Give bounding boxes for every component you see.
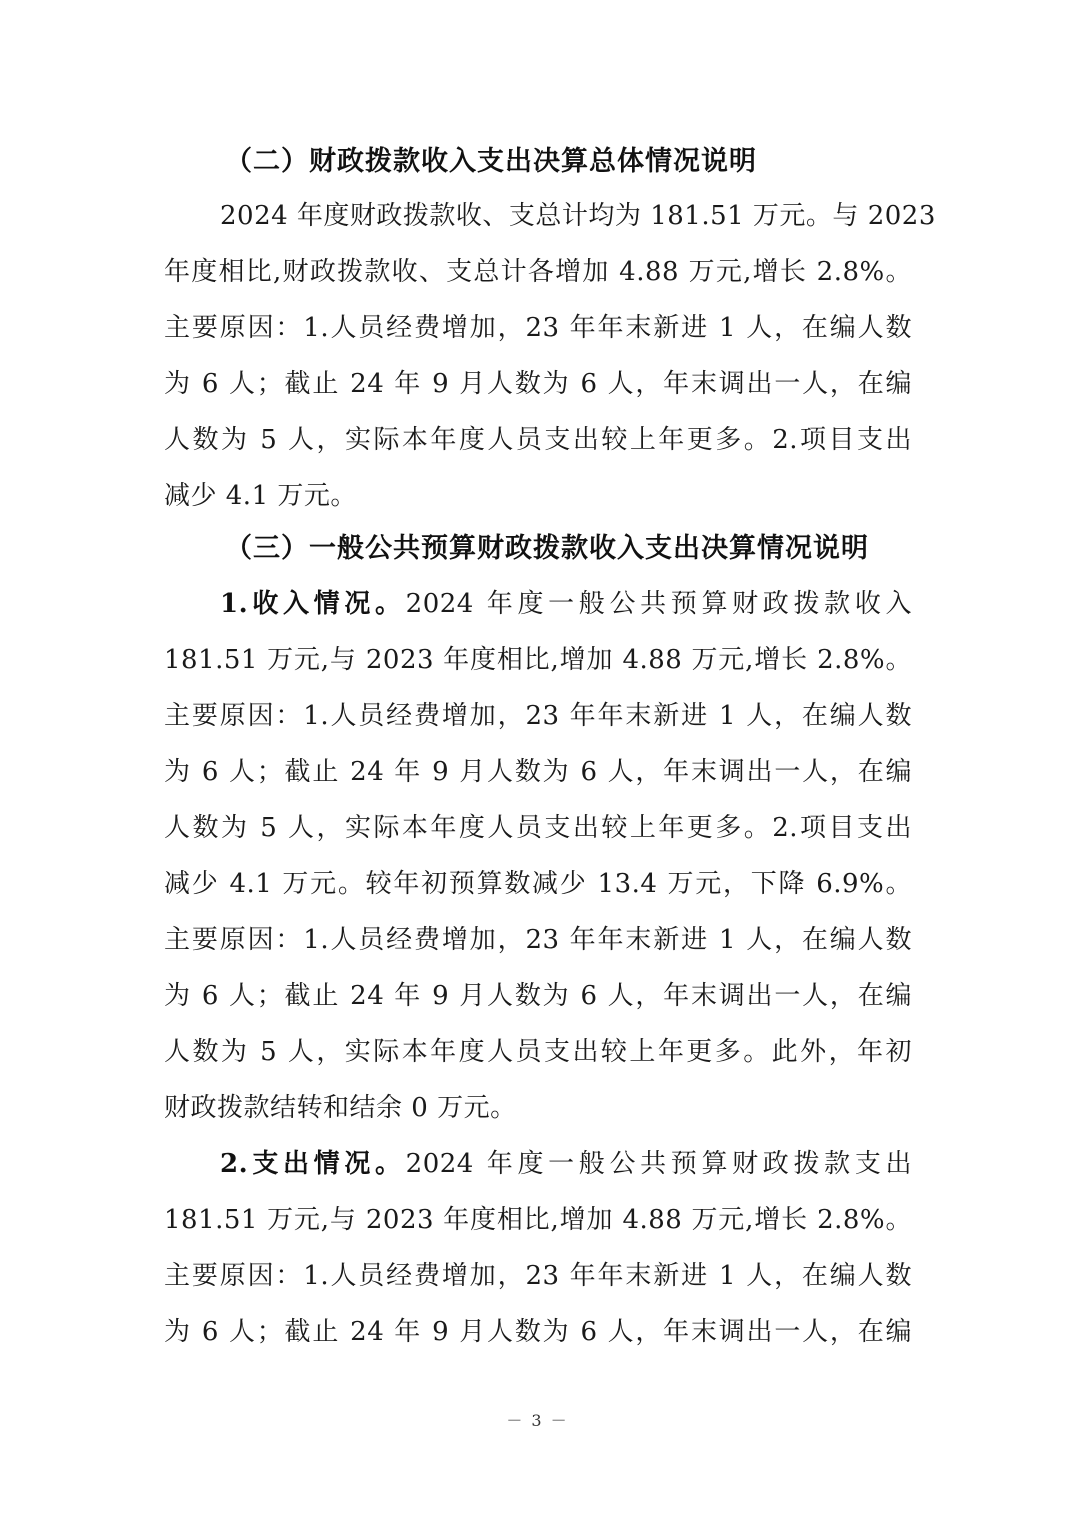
section-2-line-3: 主要原因：1.人员经费增加，23 年年末新进 1 人，在编人数 [164, 313, 912, 343]
income-line-8: 为 6 人；截止 24 年 9 月人数为 6 人，年末调出一人，在编 [164, 981, 912, 1011]
section-2-line-5: 人数为 5 人，实际本年度人员支出较上年更多。2.项目支出 [164, 425, 912, 455]
income-line-1 [220, 582, 912, 626]
section-2-line-2: 年度相比,财政拨款收、支总计各增加 4.88 万元,增长 2.8%。 [164, 257, 912, 287]
income-line-3: 主要原因：1.人员经费增加，23 年年末新进 1 人，在编人数 [164, 701, 912, 731]
section-2-line-4: 为 6 人；截止 24 年 9 月人数为 6 人，年末调出一人，在编 [164, 369, 912, 399]
income-line-5: 人数为 5 人，实际本年度人员支出较上年更多。2.项目支出 [164, 813, 912, 843]
section-2-line-1: 2024 年度财政拨款收、支总计均为 181.51 万元。与 2023 [220, 201, 936, 231]
income-line-2: 181.51 万元,与 2023 年度相比,增加 4.88 万元,增长 2.8%。 [164, 645, 912, 675]
expense-line-4: 为 6 人；截止 24 年 9 月人数为 6 人，年末调出一人，在编 [164, 1317, 912, 1347]
section-2-line-6: 减少 4.1 万元。 [164, 481, 357, 511]
income-first-line-text: 2024 年度一般公共预算财政拨款收入 [405, 589, 912, 619]
income-line-4: 为 6 人；截止 24 年 9 月人数为 6 人，年末调出一人，在编 [164, 757, 912, 787]
expense-line-2: 181.51 万元,与 2023 年度相比,增加 4.88 万元,增长 2.8%。 [164, 1205, 912, 1235]
section-2-heading: （二）财政拨款收入支出决算总体情况说明 [225, 146, 757, 177]
income-line-9: 人数为 5 人，实际本年度人员支出较上年更多。此外，年初 [164, 1037, 912, 1067]
page-number: － 3 － [506, 1411, 569, 1430]
income-line-6: 减少 4.1 万元。较年初预算数减少 13.4 万元，下降 6.9%。 [164, 869, 912, 899]
expense-first-line-text: 2024 年度一般公共预算财政拨款支出 [405, 1149, 912, 1179]
expense-line-3: 主要原因：1.人员经费增加，23 年年末新进 1 人，在编人数 [164, 1261, 912, 1291]
section-3-heading: （三）一般公共预算财政拨款收入支出决算情况说明 [225, 533, 869, 564]
income-line-7: 主要原因：1.人员经费增加，23 年年末新进 1 人，在编人数 [164, 925, 912, 955]
expense-line-1 [220, 1142, 912, 1186]
expense-lead: 2.支出情况。 [220, 1149, 406, 1179]
income-line-10: 财政拨款结转和结余 0 万元。 [164, 1093, 517, 1123]
income-lead: 1.收入情况。 [220, 589, 406, 619]
